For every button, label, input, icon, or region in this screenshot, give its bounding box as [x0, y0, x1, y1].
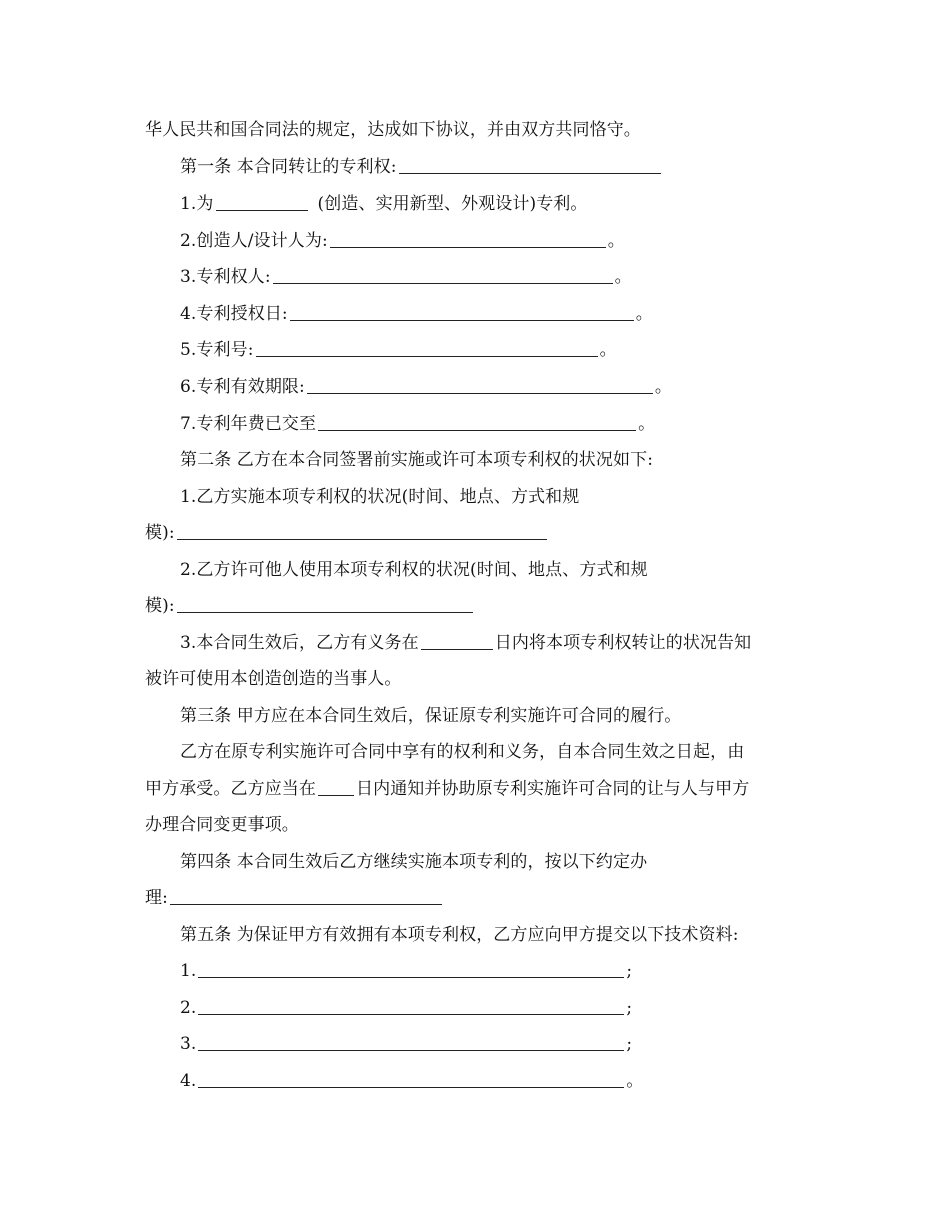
fill-in-blank	[273, 263, 613, 284]
paragraph-line	[180, 479, 579, 515]
text-run: 日内将本项专利权转让的状况告知	[494, 633, 752, 653]
text-run: 日内通知并协助原专利实施许可合同的让与人与甲方	[356, 779, 750, 799]
text-run: 2.创造人/设计人为:	[180, 231, 328, 251]
fill-in-blank	[318, 775, 354, 796]
period-mark: 。	[654, 377, 672, 397]
text-run: 第二条 乙方在本合同签署前实施或许可本项专利权的状况如下:	[180, 450, 654, 470]
semicolon-mark: ;	[626, 961, 633, 981]
paragraph-line	[145, 588, 475, 624]
semicolon-mark: ;	[626, 998, 633, 1018]
text-run: 5.专利号:	[180, 340, 254, 360]
fill-in-blank	[177, 519, 547, 540]
text-run: 第一条 本合同转让的专利权:	[180, 157, 397, 177]
text-run: 第四条 本合同生效后乙方继续实施本项专利的，按以下约定办	[180, 852, 648, 872]
fill-in-blank	[216, 190, 308, 211]
grant-date-line	[180, 296, 653, 332]
text-run: 华人民共和国合同法的规定，达成如下协议，并由双方共同恪守。	[145, 120, 641, 140]
text-run: 4.专利授权日:	[180, 304, 288, 324]
patent-number-line	[180, 332, 617, 368]
fill-in-blank	[421, 629, 493, 650]
text-run: 2.乙方许可他人使用本项专利权的状况(时间、地点、方式和规	[180, 560, 648, 580]
fill-in-blank	[399, 153, 661, 174]
text-run: 乙方在原专利实施许可合同中享有的权利和义务，自本合同生效之日起，由	[180, 742, 745, 762]
material-item-2	[180, 990, 632, 1026]
material-item-1	[180, 953, 632, 989]
material-item-4	[180, 1063, 644, 1099]
validity-line	[180, 369, 672, 405]
paragraph-line	[180, 625, 751, 661]
text-run: 3.	[180, 1034, 197, 1054]
text-run: 甲方承受。乙方应当在	[145, 779, 316, 799]
paragraph-line	[145, 515, 549, 551]
text-run: 模):	[145, 523, 175, 543]
period-mark: 。	[638, 414, 656, 434]
article-4-heading	[180, 844, 647, 880]
text-run: 6.专利有效期限:	[180, 377, 305, 397]
patent-type-line	[180, 186, 588, 222]
text-run: 1.为	[180, 194, 214, 214]
paragraph-line	[145, 661, 402, 697]
fill-in-blank	[330, 227, 606, 248]
text-run: 被许可使用本创造创造的当事人。	[145, 669, 402, 689]
article-1-heading	[180, 149, 663, 185]
annual-fee-line	[180, 406, 655, 442]
period-mark: 。	[607, 231, 625, 251]
period-mark: 。	[614, 267, 632, 287]
period-mark: 。	[626, 1071, 644, 1091]
text-run: 办理合同变更事项。	[145, 815, 299, 835]
article-3-heading	[180, 698, 681, 734]
paragraph-line	[145, 807, 299, 843]
fill-in-blank	[177, 592, 473, 613]
paragraph-line	[145, 771, 749, 807]
semicolon-mark: ;	[626, 1034, 633, 1054]
text-run: 1.乙方实施本项专利权的状况(时间、地点、方式和规	[180, 487, 580, 507]
paragraph-line	[180, 552, 648, 588]
paragraph-line	[180, 734, 744, 770]
text-run: 4.	[180, 1071, 197, 1091]
inventor-line	[180, 223, 625, 259]
fill-in-blank	[198, 1067, 624, 1088]
article-5-heading	[180, 917, 739, 953]
fill-in-blank	[170, 884, 442, 905]
paragraph-line	[145, 112, 641, 148]
text-run: 第三条 甲方应在本合同生效后，保证原专利实施许可合同的履行。	[180, 706, 682, 726]
fill-in-blank	[318, 410, 636, 431]
fill-in-blank	[198, 994, 624, 1015]
fill-in-blank	[307, 373, 653, 394]
text-run: 3.本合同生效后，乙方有义务在	[180, 633, 419, 653]
fill-in-blank	[256, 336, 598, 357]
article-2-heading	[180, 442, 653, 478]
text-run: 7.专利年费已交至	[180, 414, 317, 434]
fill-in-blank	[198, 1030, 624, 1051]
material-item-3	[180, 1026, 632, 1062]
text-run: 1.	[180, 961, 197, 981]
fill-in-blank	[198, 957, 624, 978]
text-run: (创造、实用新型、外观设计)专利。	[317, 194, 588, 214]
text-run: 2.	[180, 998, 197, 1018]
text-run: 第五条 为保证甲方有效拥有本项专利权，乙方应向甲方提交以下技术资料:	[180, 925, 739, 945]
text-run: 理:	[145, 888, 168, 908]
text-run: 模):	[145, 596, 175, 616]
patentee-line	[180, 259, 632, 295]
fill-in-blank	[290, 300, 634, 321]
period-mark: 。	[635, 304, 653, 324]
period-mark: 。	[599, 340, 617, 360]
text-run: 3.专利权人:	[180, 267, 271, 287]
paragraph-line	[145, 880, 444, 916]
